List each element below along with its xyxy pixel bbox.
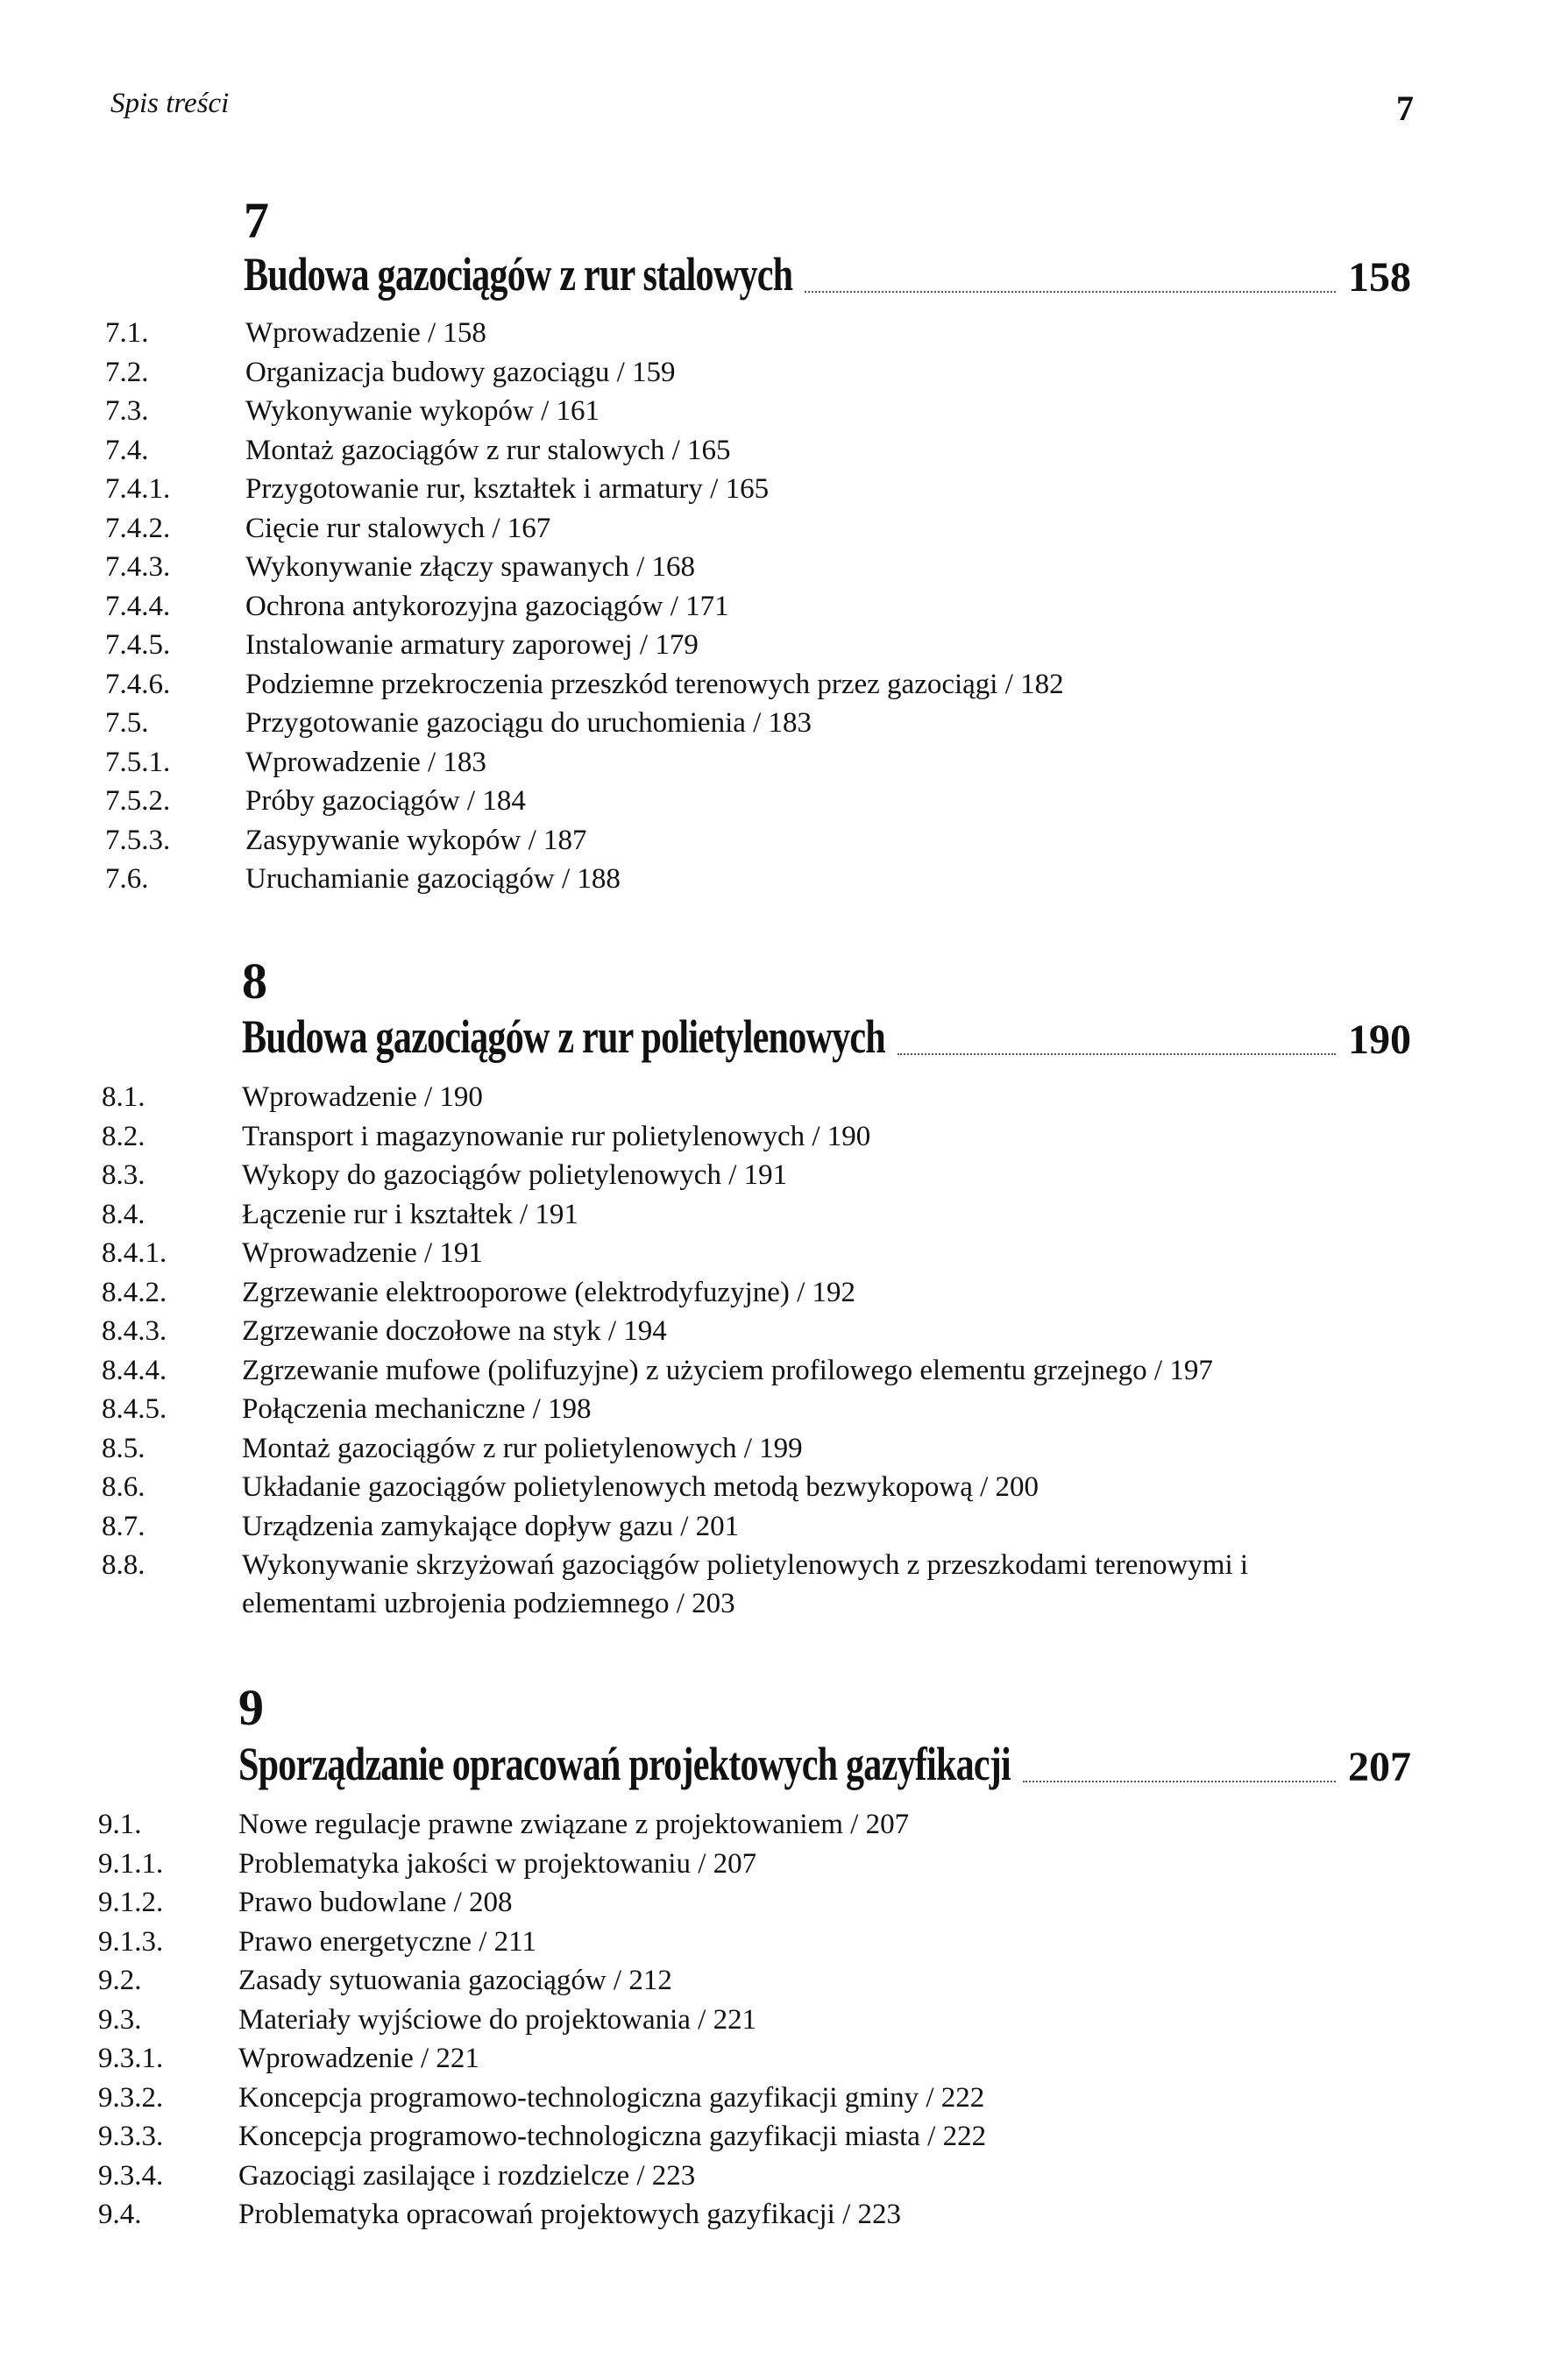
toc-entry[interactable] xyxy=(98,2157,986,2196)
chapter-title: Sporządzanie opracowań projektowych gazyfikacji xyxy=(238,1738,1011,1790)
toc-entry-number: 8.7. xyxy=(102,1510,145,1542)
toc-entry[interactable] xyxy=(98,2195,986,2235)
toc-entry-number: 8.8. xyxy=(102,1549,145,1581)
toc-entry-text: Próby gazociągów / 184 xyxy=(245,785,526,817)
toc-entry-number: 8.3. xyxy=(102,1159,145,1191)
toc-entry-text: Montaż gazociągów z rur polietylenowych / 199 xyxy=(242,1432,803,1464)
running-head: Spis treści xyxy=(110,88,230,119)
toc-entry-number: 8.6. xyxy=(102,1471,145,1503)
dot-leader xyxy=(898,1053,1336,1055)
toc-entry-number: 8.4.2. xyxy=(102,1276,167,1308)
toc-entry[interactable] xyxy=(102,1468,1329,1507)
toc-entry-text: Wykonywanie skrzyżowań gazociągów polietylenowych z przeszkodami terenowymi i elementami uzbrojenia podziemnego / 203 xyxy=(242,1549,1249,1619)
toc-entry-number: 8.4.1. xyxy=(102,1237,167,1269)
toc-entry-number: 7.4.5. xyxy=(105,629,171,661)
chapter-page-number: 190 xyxy=(1348,1016,1411,1063)
toc-entry-text: Przygotowanie rur, kształtek i armatury / 165 xyxy=(245,473,770,505)
toc-entry-number: 9.3.1. xyxy=(98,2043,164,2074)
toc-entry[interactable] xyxy=(105,743,1064,783)
toc-entry[interactable] xyxy=(98,1805,986,1845)
toc-entry-number: 9.1.1. xyxy=(98,1847,164,1880)
chapter-number: 7 xyxy=(244,192,269,249)
toc-entry[interactable] xyxy=(102,1117,1329,1157)
toc-entry[interactable] xyxy=(105,314,1064,353)
toc-entry-text: Wprowadzenie / 183 xyxy=(245,746,486,778)
chapter-heading xyxy=(244,247,1411,301)
chapter-title: Budowa gazociągów z rur polietylenowych xyxy=(242,1010,885,1063)
toc-entry-list xyxy=(105,314,1064,899)
toc-entry[interactable] xyxy=(105,470,1064,509)
toc-entry-number: 8.4.4. xyxy=(102,1354,167,1386)
toc-entry-number: 7.5. xyxy=(105,707,149,739)
toc-entry-number: 7.5.1. xyxy=(105,746,171,778)
toc-entry-text: Zgrzewanie mufowe (polifuzyjne) z użyciem profilowego elementu grzejnego / 197 xyxy=(242,1354,1213,1386)
toc-entry[interactable] xyxy=(98,2117,986,2157)
toc-entry[interactable] xyxy=(102,1390,1329,1429)
toc-entry-text: Koncepcja programowo-technologiczna gazyfikacji miasta / 222 xyxy=(238,2121,987,2152)
toc-entry-text: Wprowadzenie / 158 xyxy=(245,317,486,349)
toc-entry-number: 7.4.6. xyxy=(105,668,171,700)
toc-entry-number: 7.3. xyxy=(105,395,149,427)
toc-entry[interactable] xyxy=(105,626,1064,665)
toc-entry-text: Prawo energetyczne / 211 xyxy=(238,1925,536,1958)
toc-entry-text: Prawo budowlane / 208 xyxy=(238,1887,513,1918)
toc-entry-number: 7.1. xyxy=(105,317,149,349)
toc-entry-text: Koncepcja programowo-technologiczna gazyfikacji gminy / 222 xyxy=(238,2081,985,2114)
toc-entry[interactable] xyxy=(105,353,1064,393)
toc-entry-text: Podziemne przekroczenia przeszkód terenowych przez gazociągi / 182 xyxy=(245,668,1064,700)
toc-entry-number: 7.5.2. xyxy=(105,785,171,817)
toc-entry-number: 9.1.3. xyxy=(98,1925,164,1958)
toc-entry-number: 9.3.3. xyxy=(98,2121,164,2152)
toc-entry[interactable] xyxy=(102,1507,1329,1547)
toc-entry[interactable] xyxy=(102,1546,1329,1623)
toc-entry[interactable] xyxy=(102,1429,1329,1469)
toc-entry[interactable] xyxy=(98,1961,986,2001)
toc-entry[interactable] xyxy=(105,431,1064,471)
toc-entry-text: Układanie gazociągów polietylenowych metodą bezwykopową / 200 xyxy=(242,1471,1039,1503)
toc-entry[interactable] xyxy=(98,1883,986,1923)
toc-entry-number: 8.5. xyxy=(102,1432,145,1464)
chapter-number: 9 xyxy=(238,1679,264,1736)
toc-entry-text: Cięcie rur stalowych / 167 xyxy=(245,512,551,544)
toc-entry-number: 8.2. xyxy=(102,1120,145,1152)
toc-entry[interactable] xyxy=(102,1234,1329,1273)
toc-entry[interactable] xyxy=(105,704,1064,743)
toc-entry[interactable] xyxy=(105,548,1064,587)
toc-entry[interactable] xyxy=(105,587,1064,627)
toc-entry-number: 8.1. xyxy=(102,1081,145,1113)
toc-entry-number: 7.2. xyxy=(105,356,149,388)
toc-entry-text: Organizacja budowy gazociągu / 159 xyxy=(245,356,676,388)
toc-entry-number: 9.2. xyxy=(98,1965,142,1996)
toc-entry[interactable] xyxy=(102,1195,1329,1235)
toc-entry[interactable] xyxy=(98,1845,986,1884)
toc-entry-text: Ochrona antykorozyjna gazociągów / 171 xyxy=(245,590,729,622)
toc-entry-text: Problematyka opracowań projektowych gazyfikacji / 223 xyxy=(238,2199,902,2230)
toc-entry[interactable] xyxy=(98,2079,986,2118)
toc-entry-text: Wprowadzenie / 221 xyxy=(238,2043,479,2074)
toc-entry-list xyxy=(102,1078,1329,1623)
toc-entry-number: 7.4.1. xyxy=(105,473,171,505)
chapter-page-number: 158 xyxy=(1348,254,1411,301)
toc-entry-number: 9.1.2. xyxy=(98,1887,164,1918)
dot-leader xyxy=(1023,1781,1336,1782)
toc-entry[interactable] xyxy=(102,1312,1329,1351)
toc-entry[interactable] xyxy=(105,821,1064,861)
toc-entry-text: Łączenie rur i kształtek / 191 xyxy=(242,1198,578,1230)
chapter-title: Budowa gazociągów z rur stalowych xyxy=(244,248,793,301)
toc-entry-text: Zgrzewanie doczołowe na styk / 194 xyxy=(242,1315,667,1347)
toc-entry-text: Połączenia mechaniczne / 198 xyxy=(242,1393,592,1425)
toc-entry-number: 9.3.2. xyxy=(98,2081,164,2114)
toc-entry-text: Montaż gazociągów z rur stalowych / 165 xyxy=(245,434,731,466)
toc-entry-number: 8.4.5. xyxy=(102,1393,167,1425)
toc-entry-number: 9.3.4. xyxy=(98,2159,164,2192)
toc-entry[interactable] xyxy=(102,1078,1329,1117)
toc-entry-number: 8.4.3. xyxy=(102,1315,167,1347)
toc-entry[interactable] xyxy=(105,665,1064,705)
toc-entry-text: Zasady sytuowania gazociągów / 212 xyxy=(238,1965,672,1996)
toc-entry-number: 9.3. xyxy=(98,2003,142,2036)
toc-entry[interactable] xyxy=(98,1923,986,1962)
toc-entry-number: 7.4.4. xyxy=(105,590,171,622)
toc-entry-text: Instalowanie armatury zaporowej / 179 xyxy=(245,629,699,661)
toc-entry-text: Wprowadzenie / 191 xyxy=(242,1237,483,1269)
toc-entry-number: 7.5.3. xyxy=(105,824,171,856)
toc-entry-number: 8.4. xyxy=(102,1198,145,1230)
toc-entry[interactable] xyxy=(105,509,1064,549)
toc-entry-number: 7.4. xyxy=(105,434,149,466)
toc-entry-text: Wykonywanie wykopów / 161 xyxy=(245,395,600,427)
dot-leader xyxy=(805,291,1336,293)
toc-entry-text: Urządzenia zamykające dopływ gazu / 201 xyxy=(242,1510,740,1542)
toc-entry-number: 7.4.3. xyxy=(105,551,171,583)
toc-entry-number: 9.1. xyxy=(98,1809,142,1840)
toc-entry-text: Problematyka jakości w projektowaniu / 207 xyxy=(238,1847,757,1880)
toc-entry-number: 7.6. xyxy=(105,863,149,895)
toc-entry-text: Zasypywanie wykopów / 187 xyxy=(245,824,587,856)
toc-entry-text: Materiały wyjściowe do projektowania / 221 xyxy=(238,2003,757,2036)
toc-entry-number: 9.4. xyxy=(98,2199,142,2230)
toc-entry-text: Wprowadzenie / 190 xyxy=(242,1081,483,1113)
chapter-page-number: 207 xyxy=(1348,1744,1411,1790)
toc-entry-text: Gazociągi zasilające i rozdzielcze / 223 xyxy=(238,2159,696,2192)
toc-entry-list xyxy=(98,1805,986,2235)
toc-entry-text: Nowe regulacje prawne związane z projektowaniem / 207 xyxy=(238,1809,910,1840)
toc-entry[interactable] xyxy=(102,1273,1329,1313)
toc-entry-number: 7.4.2. xyxy=(105,512,171,544)
chapter-number: 8 xyxy=(242,953,267,1009)
chapter-heading xyxy=(242,1009,1411,1064)
page-number: 7 xyxy=(1396,89,1414,128)
toc-entry[interactable] xyxy=(102,1156,1329,1195)
toc-entry-text: Przygotowanie gazociągu do uruchomienia / 183 xyxy=(245,707,812,739)
toc-entry[interactable] xyxy=(105,392,1064,431)
toc-entry[interactable] xyxy=(105,860,1064,899)
toc-entry-text: Wykopy do gazociągów polietylenowych / 191 xyxy=(242,1159,788,1191)
toc-entry-text: Uruchamianie gazociągów / 188 xyxy=(245,863,621,895)
toc-entry[interactable] xyxy=(98,2039,986,2079)
toc-entry[interactable] xyxy=(98,2001,986,2040)
chapter-heading xyxy=(238,1737,1411,1791)
toc-entry-text: Transport i magazynowanie rur polietylenowych / 190 xyxy=(242,1120,871,1152)
toc-entry-text: Wykonywanie złączy spawanych / 168 xyxy=(245,551,695,583)
toc-entry[interactable] xyxy=(102,1351,1329,1391)
toc-entry[interactable] xyxy=(105,782,1064,821)
toc-entry-text: Zgrzewanie elektrooporowe (elektrodyfuzyjne) / 192 xyxy=(242,1276,856,1308)
